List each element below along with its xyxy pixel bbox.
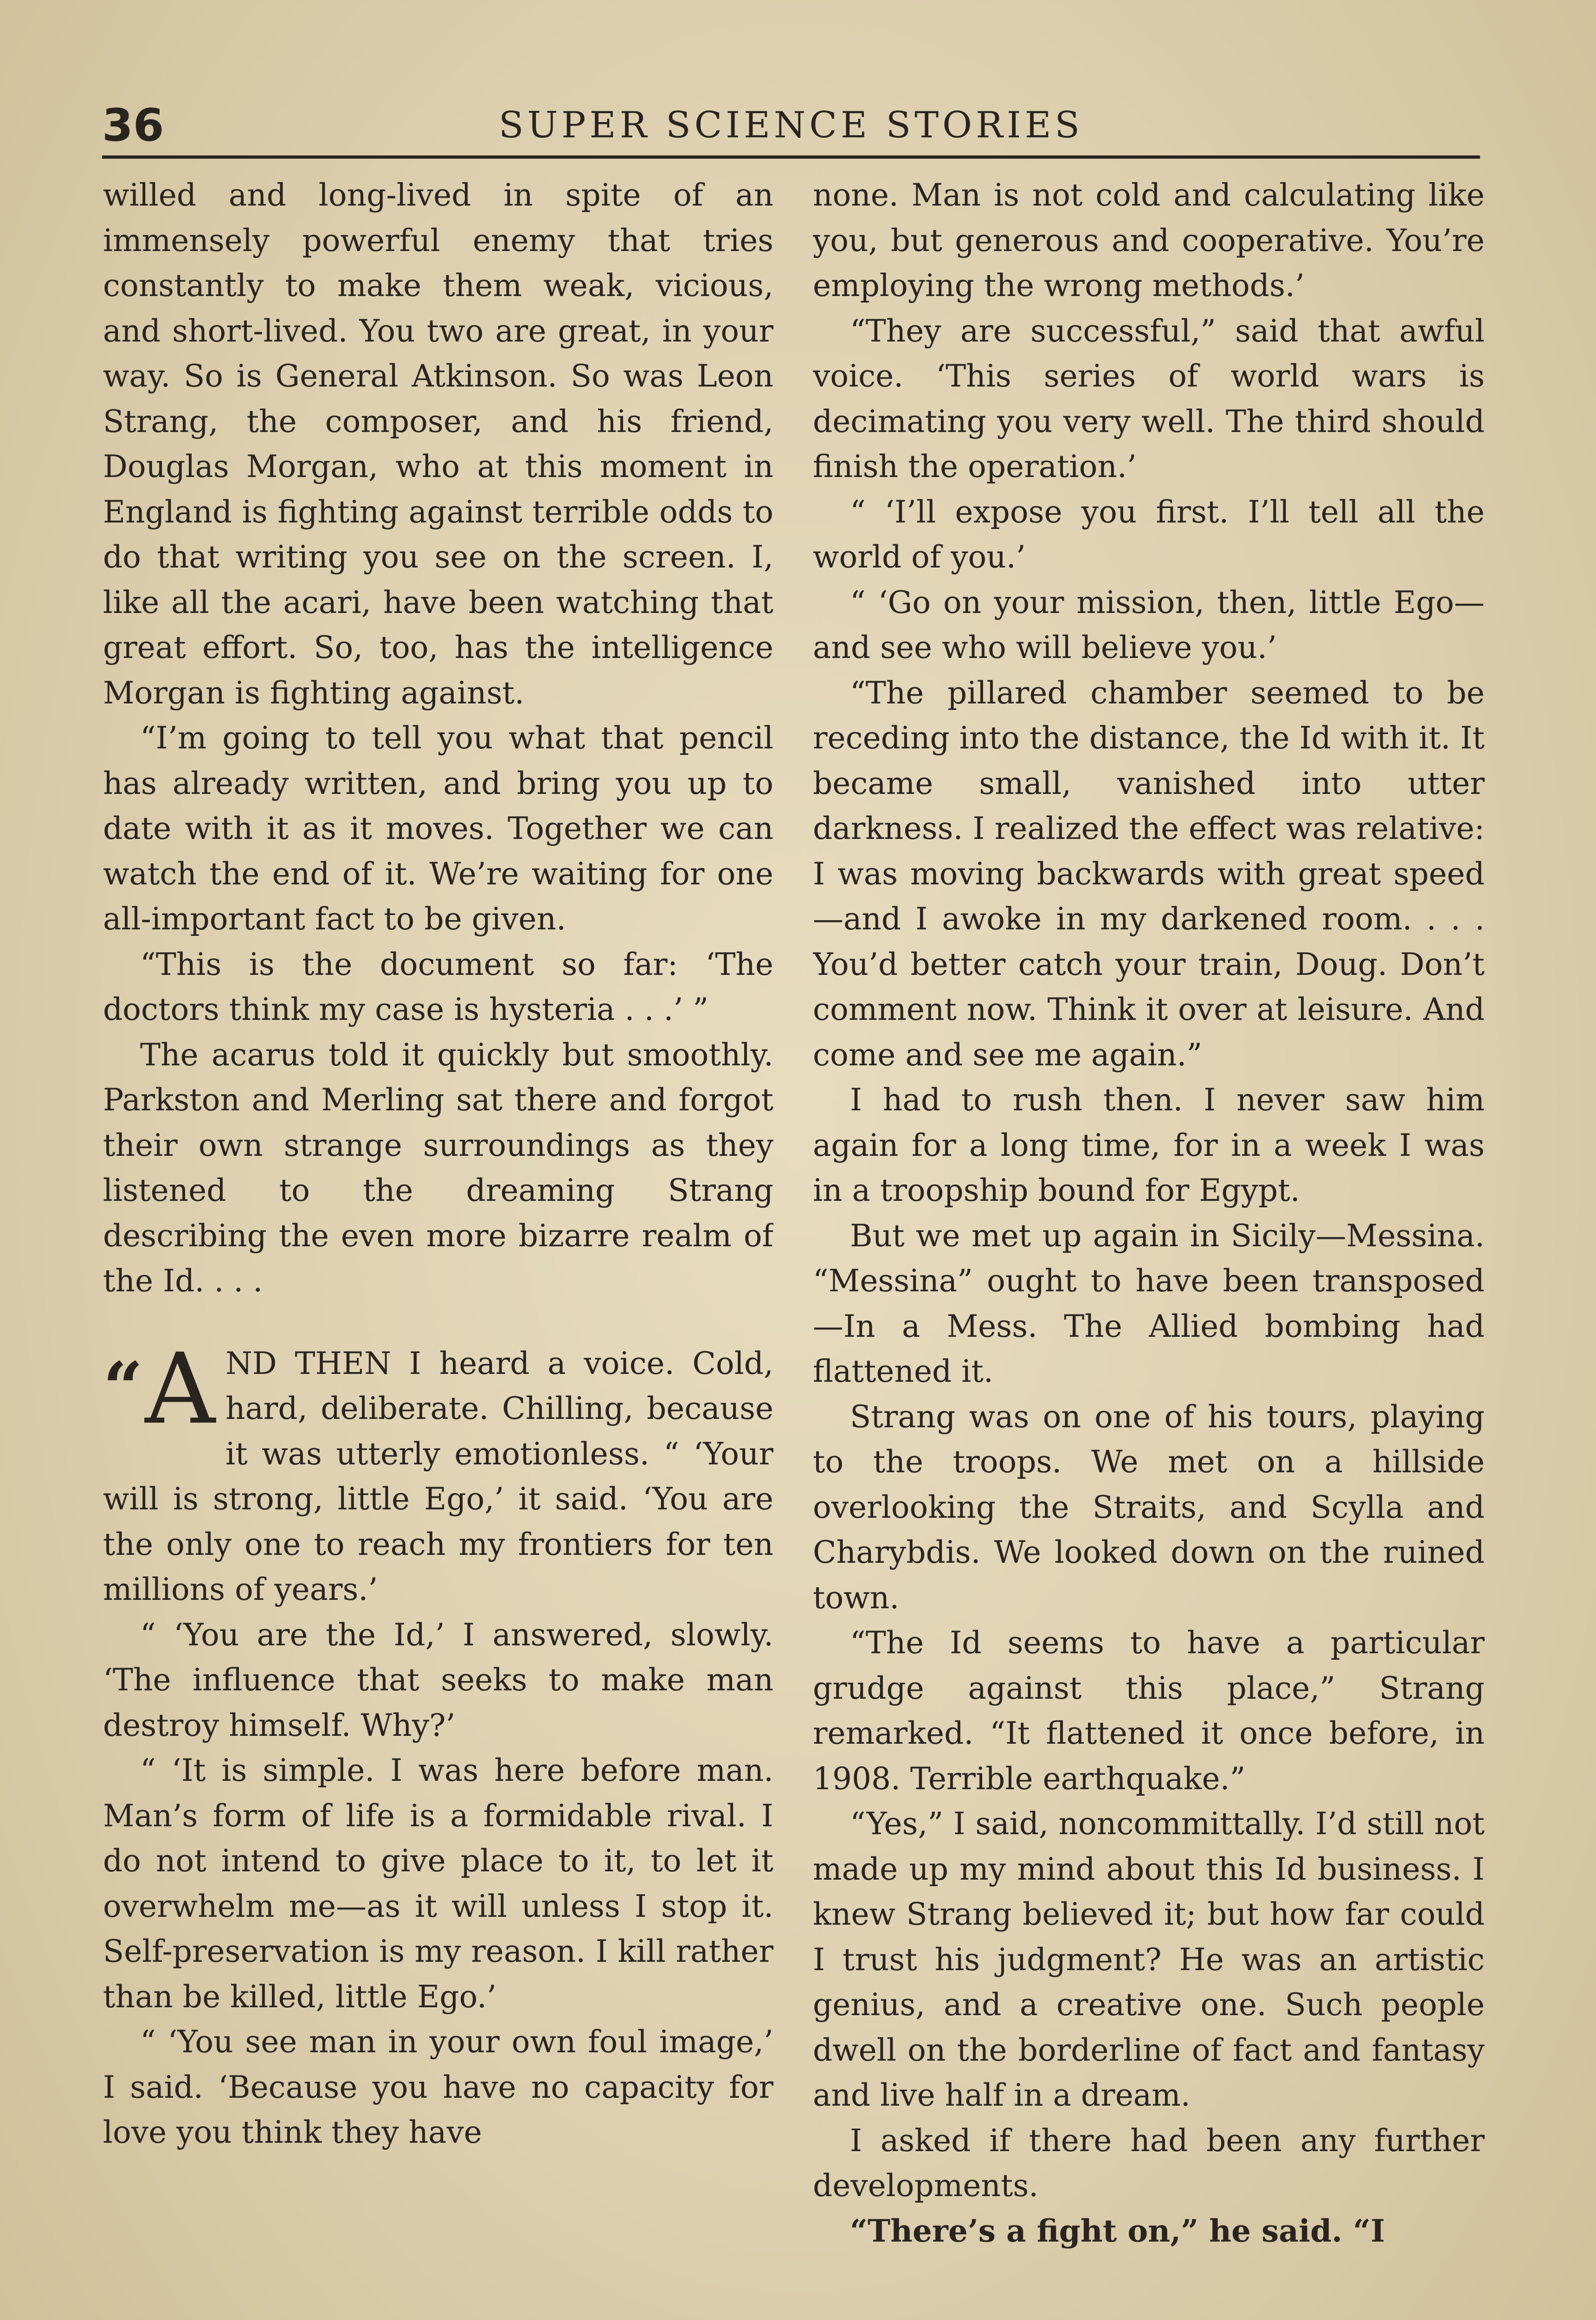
paragraph: willed and long-lived in spite of an immensely powerful enemy that tries constantly to make them weak, vicious, and short-lived. You two are great, in your way. So is General Atkinson. So was Leon Strang, the composer, and his friend, Douglas Morgan, who at this moment in England is fighting against terrible odds to do that writing you see on the screen. I, like all the acari, have been watching that great effort. So, too, has the intelligence Morgan is fighting against.: [103, 177, 773, 711]
page-header: [102, 95, 1480, 159]
right-column: [813, 173, 1485, 2320]
dropcap-paragraph-text: ND THEN I heard a voice. Cold, hard, deliberate. Chilling, because it was utterly emotionless. “ ‘Your will is strong, little Ego,’ it said. ‘You are the only one to reach my frontiers for ten millions of years.’: [103, 1345, 773, 1607]
running-head: SUPER SCIENCE STORIES: [499, 104, 1083, 146]
paragraph: “Yes,” I said, noncommittally. I’d still not made up my mind about this Id business. I knew Strang believed it; but how far could I trust his judgment? He was an artistic genius, and a creative one. Such people dwell on the borderline of fact and fantasy and live half in a dream.: [813, 1806, 1485, 2113]
paragraph: The acarus told it quickly but smoothly. Parkston and Merling sat there and forgot their own strange surroundings as they listened to the dreaming Strang describing the even more bizarre realm of the Id. . . .: [103, 1037, 773, 1299]
paragraph: “ ‘You are the Id,’ I answered, slowly. ‘The influence that seeks to make man destroy himself. Why?’: [103, 1617, 773, 1743]
paragraph: “ ‘I’ll expose you first. I’ll tell all the world of you.’: [813, 494, 1485, 575]
paragraph: But we met up again in Sicily—Messina. “Messina” ought to have been transposed—In a Mess. The Allied bombing had flattened it.: [813, 1218, 1485, 1389]
paragraph: “ ‘It is simple. I was here before man. Man’s form of life is a formidable rival. I do not intend to give place to it, to let it overwhelm me—as it will unless I stop it. Self-preservation is my reason. I kill rather than be killed, little Ego.’: [103, 1753, 773, 2015]
paragraph: “They are successful,” said that awful voice. ‘This series of world wars is decimating you very well. The third should finish the operation.’: [813, 313, 1485, 484]
paragraph: I had to rush then. I never saw him again for a long time, for in a week I was in a troopship bound for Egypt.: [813, 1082, 1485, 1208]
dropcap-letter: A: [145, 1332, 215, 1446]
dropcap-quote-mark: “: [103, 1347, 143, 1429]
paragraph: “ ‘You see man in your own foul image,’ I said. ‘Because you have no capacity for love you think they have: [103, 2024, 773, 2150]
paragraph: “This is the document so far: ‘The doctors think my case is hysteria . . .’ ”: [103, 946, 773, 1027]
dropcap-paragraph: [103, 1332, 773, 1612]
paragraph: “The pillared chamber seemed to be receding into the distance, the Id with it. It became small, vanished into utter darkness. I realized the effect was relative: I was moving backwards with great speed—and I awoke in my darkened room. . . . You’d better catch your train, Doug. Don’t comment now. Think it over at leisure. And come and see me again.”: [813, 675, 1485, 1073]
dropcap: [103, 1332, 215, 1446]
paragraph: “The Id seems to have a particular grudge against this place,” Strang remarked. “It flattened it once before, in 1908. Terrible earthquake.”: [813, 1625, 1485, 1797]
paragraph: “I’m going to tell you what that pencil has already written, and bring you up to date with it as it moves. Together we can watch the end of it. We’re waiting for one all-important fact to be given.: [103, 720, 773, 937]
page-number: 36: [102, 99, 164, 151]
paragraph: “There’s a fight on,” he said. “I: [850, 2212, 1385, 2249]
left-column: [103, 173, 773, 2320]
paragraph: “ ‘Go on your mission, then, little Ego—and see who will believe you.’: [813, 584, 1485, 665]
paragraph: Strang was on one of his tours, playing to the troops. We met on a hillside overlooking the Straits, and Scylla and Charybdis. We looked down on the ruined town.: [813, 1398, 1485, 1616]
paragraph: none. Man is not cold and calculating like you, but generous and cooperative. You’re employing the wrong methods.’: [813, 177, 1485, 303]
paragraph: I asked if there had been any further developments.: [813, 2122, 1485, 2204]
